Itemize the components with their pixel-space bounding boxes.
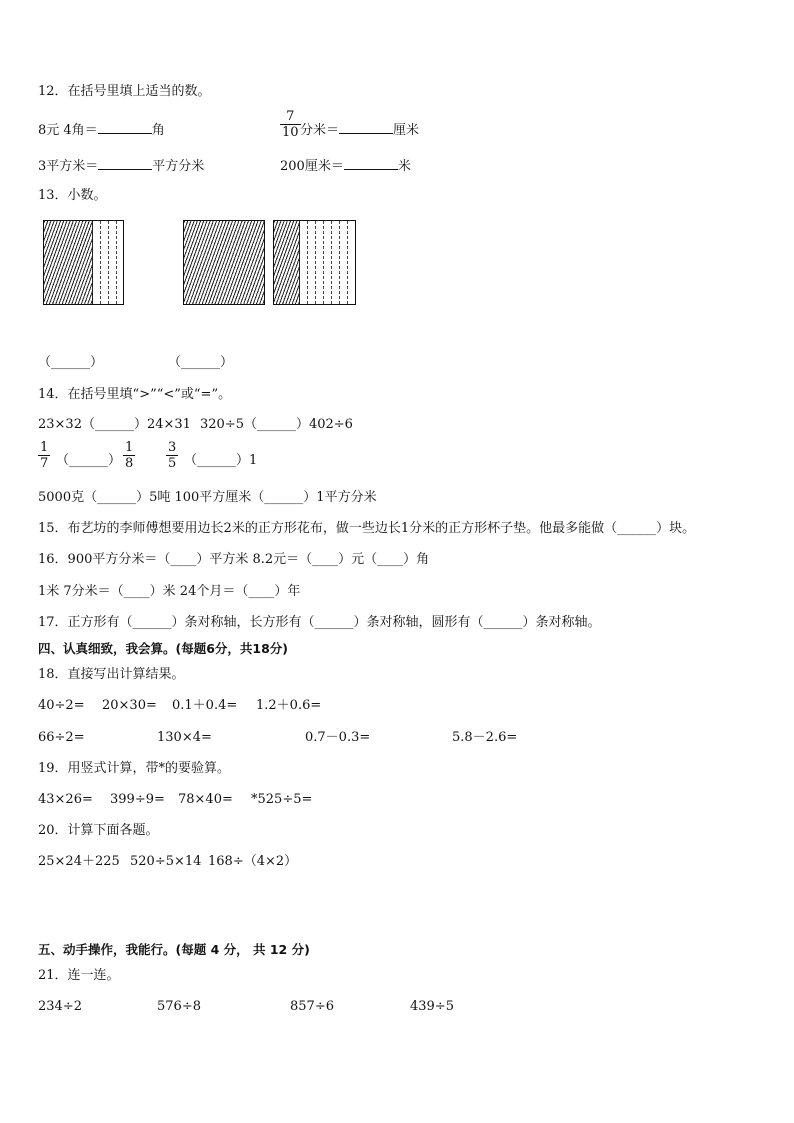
q21-item[interactable]: 857÷6 bbox=[290, 999, 334, 1014]
q14-row1-a: 23×32（______）24×31 bbox=[38, 417, 191, 432]
q18-item: 40÷2= bbox=[38, 698, 85, 713]
q12-a-blank[interactable] bbox=[98, 120, 152, 134]
q13-figure-2b-dash bbox=[347, 221, 348, 304]
q12-a bbox=[38, 120, 165, 139]
q13-figure-2a bbox=[183, 220, 265, 305]
q12-b-unit: 厘米 bbox=[393, 123, 420, 138]
q13-figure-2b-dash bbox=[315, 221, 316, 304]
q14-frac-2 bbox=[123, 440, 135, 471]
q18-item: 66÷2= bbox=[38, 730, 85, 745]
q14-frac-3-den: 5 bbox=[168, 456, 177, 471]
q14-frac-compare-1[interactable]: （______） bbox=[56, 453, 122, 468]
q13-figure-2b-dash bbox=[339, 221, 340, 304]
q21-item[interactable]: 234÷2 bbox=[38, 999, 82, 1014]
q13-figure-1-shaded bbox=[44, 221, 92, 304]
q18-item: 1.2＋0.6= bbox=[256, 698, 322, 713]
q14-frac-1-num: 1 bbox=[40, 440, 49, 455]
q12-d-unit: 米 bbox=[397, 159, 411, 174]
q12-d-blank[interactable] bbox=[344, 156, 398, 170]
q14-frac-compare-2[interactable]: （______）1 bbox=[184, 453, 258, 468]
q13-title: 13．小数。 bbox=[38, 188, 107, 203]
q18-item: 5.8－2.6= bbox=[452, 730, 518, 745]
q19-item: 399÷9= bbox=[110, 792, 165, 807]
section-4-heading: 四、认真细致，我会算。(每题6分，共18分) bbox=[38, 641, 289, 656]
q18-title: 18．直接写出计算结果。 bbox=[38, 667, 185, 682]
q14-frac-3 bbox=[166, 440, 178, 471]
q12-d bbox=[280, 156, 411, 175]
q13-figure-1-dash bbox=[116, 221, 117, 304]
q14-frac-1 bbox=[38, 440, 50, 471]
q14-frac-3-num: 3 bbox=[168, 440, 177, 455]
q13-figure-2b-divider bbox=[299, 221, 300, 304]
q14-frac-1-den: 7 bbox=[40, 456, 49, 471]
q21-title: 21．连一连。 bbox=[38, 968, 120, 983]
q18-item: 20×30= bbox=[102, 698, 157, 713]
q19-item: *525÷5= bbox=[251, 792, 313, 807]
q12-c-left: 3平方米＝ bbox=[38, 159, 99, 174]
q20-item: 25×24＋225 bbox=[38, 854, 120, 869]
q19-item: 78×40= bbox=[178, 792, 233, 807]
q21-item[interactable]: 576÷8 bbox=[157, 999, 201, 1014]
q17: 17．正方形有（______）条对称轴，长方形有（______）条对称轴，圆形有（______）条对称轴。 bbox=[38, 615, 601, 630]
q16-line1: 16．900平方分米＝（____）平方米 8.2元＝（____）元（____）角 bbox=[38, 552, 430, 567]
q20-item: 520÷5×14 bbox=[130, 854, 202, 869]
q14-row1-b: 320÷5（______）402÷6 bbox=[200, 417, 353, 432]
q13-figure-1 bbox=[43, 220, 124, 305]
q13-figure-2b-shaded bbox=[274, 221, 299, 304]
q13-figure-2b-dash bbox=[323, 221, 324, 304]
q13-figure-2a-shaded bbox=[184, 221, 265, 304]
q12-c-unit: 平方分米 bbox=[152, 159, 205, 174]
q13-blank-2[interactable]: （______） bbox=[168, 355, 234, 370]
q16-line2: 1米 7分米＝（____）米 24个月＝（____）年 bbox=[38, 584, 301, 599]
q12-b-den: 10 bbox=[282, 125, 299, 140]
q13-figure-2b-dash bbox=[331, 221, 332, 304]
q18-item: 0.7－0.3= bbox=[305, 730, 371, 745]
q12-b-num: 7 bbox=[286, 109, 295, 124]
q19-title: 19．用竖式计算，带*的要验算。 bbox=[38, 761, 231, 776]
q13-blank-1[interactable]: （______） bbox=[38, 355, 104, 370]
q13-figure-2b-dash bbox=[307, 221, 308, 304]
q12-a-unit: 角 bbox=[151, 123, 165, 138]
q12-d-left: 200厘米＝ bbox=[280, 159, 344, 174]
q21-item[interactable]: 439÷5 bbox=[410, 999, 454, 1014]
q14-row3: 5000克（______）5吨 100平方厘米（______）1平方分米 bbox=[38, 490, 377, 505]
q18-item: 130×4= bbox=[157, 730, 212, 745]
q12-title: 12．在括号里填上适当的数。 bbox=[38, 84, 211, 99]
q12-b-blank[interactable] bbox=[339, 120, 393, 134]
q13-figure-2b bbox=[273, 220, 356, 305]
q12-c-blank[interactable] bbox=[98, 156, 152, 170]
q13-figure-1-dash bbox=[100, 221, 101, 304]
q13-figure-1-divider bbox=[92, 221, 93, 304]
q20-title: 20．计算下面各题。 bbox=[38, 823, 159, 838]
q12-b bbox=[300, 120, 419, 139]
q20-item: 168÷（4×2） bbox=[208, 854, 298, 869]
section-5-heading: 五、动手操作，我能行。(每题 4 分， 共 12 分) bbox=[38, 942, 310, 957]
q15: 15．布艺坊的李师傅想要用边长2米的正方形花布，做一些边长1分米的正方形杯子垫。他最多能做（______）块。 bbox=[38, 521, 696, 536]
q19-item: 43×26= bbox=[38, 792, 93, 807]
q13-figure-1-dash bbox=[108, 221, 109, 304]
q12-b-fraction bbox=[280, 109, 301, 140]
q12-b-left: 分米＝ bbox=[300, 123, 340, 138]
q12-a-left: 8元 4角＝ bbox=[38, 123, 98, 138]
q18-item: 0.1＋0.4= bbox=[172, 698, 238, 713]
q14-frac-2-den: 8 bbox=[125, 456, 134, 471]
q14-title: 14．在括号里填“>”“<”或“=”。 bbox=[38, 387, 232, 402]
q12-c bbox=[38, 156, 204, 175]
q14-frac-2-num: 1 bbox=[125, 440, 134, 455]
